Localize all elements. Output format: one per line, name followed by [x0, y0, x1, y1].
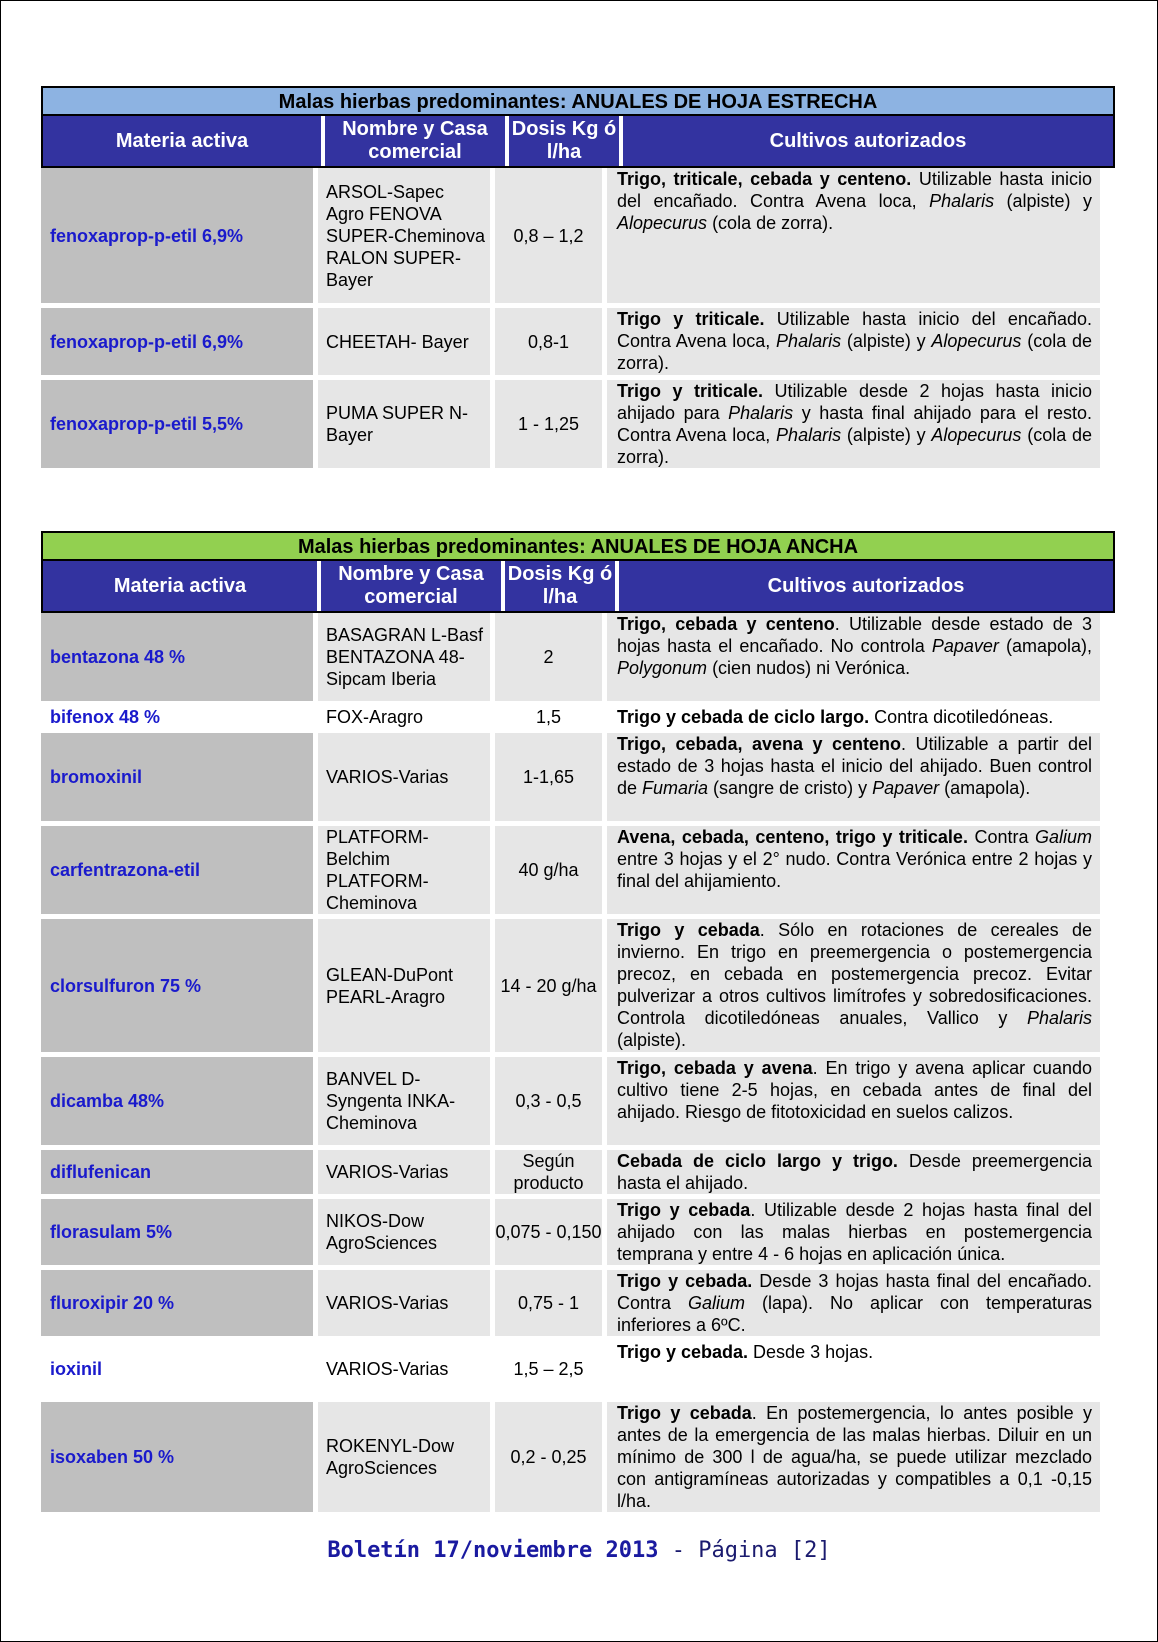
- cultivos-text: . Sólo en rotaciones de cereales de invierno. En trigo en preemergencia o postemergencia precoz, en cebada en postemergencia precoz. Evitar pulverizar a otros cultivos limítrofes y sobredosificaciones. Controla dicotiledóneas anuales, Vallico y Phalaris (alpiste).: [617, 920, 1093, 1050]
- cell-materia: bifenox 48 %: [41, 706, 313, 728]
- cell-cultivos: [607, 380, 1100, 468]
- cell-materia: isoxaben 50 %: [41, 1402, 313, 1512]
- cell-nombre: BANVEL D-Syngenta INKA-Cheminova: [318, 1057, 490, 1145]
- cell-nombre: GLEAN-DuPont PEARL-Aragro: [318, 919, 490, 1052]
- cell-dosis: 0,2 - 0,25: [495, 1402, 602, 1512]
- cultivos-text: Contra dicotiledóneas.: [869, 707, 1054, 727]
- table-row: [41, 1199, 1115, 1265]
- cultivos-bold: Trigo y cebada.: [617, 1342, 749, 1362]
- cell-dosis: 1-1,65: [495, 733, 602, 821]
- cell-cultivos: [607, 706, 1100, 728]
- cell-cultivos: [607, 168, 1100, 303]
- cell-materia: fenoxaprop-p-etil 6,9%: [41, 168, 313, 303]
- cultivos-text: . En postemergencia, lo antes posible y antes de la emergencia de las malas hierbas. Diluir en un mínimo de 300 l de agua/ha, se puede utilizar mezclado con antigramíneas autorizadas y compatibles a 0,1 -0,15 l/ha.: [617, 1403, 1093, 1511]
- cell-cultivos: [607, 1150, 1100, 1194]
- cultivos-bold: Trigo y triticale.: [617, 309, 765, 329]
- cell-dosis: 0,75 - 1: [495, 1270, 602, 1336]
- cell-nombre: PLATFORM-Belchim PLATFORM-Cheminova: [318, 826, 490, 914]
- cell-materia: fluroxipir 20 %: [41, 1270, 313, 1336]
- table-row: [41, 380, 1115, 468]
- header-nombre: Nombre y Casa comercial: [321, 116, 505, 166]
- cell-materia: ioxinil: [41, 1341, 313, 1397]
- cell-materia: clorsulfuron 75 %: [41, 919, 313, 1052]
- table-hoja-ancha: [41, 531, 1115, 1512]
- cultivos-bold: Trigo, cebada, avena y centeno: [617, 734, 902, 754]
- header-materia: Materia activa: [113, 574, 247, 597]
- cultivos-bold: Trigo, cebada y centeno: [617, 614, 835, 634]
- cell-materia: fenoxaprop-p-etil 6,9%: [41, 308, 313, 375]
- cultivos-bold: Trigo y cebada de ciclo largo.: [617, 707, 870, 727]
- cultivos-text: Desde preemergencia hasta el ahijado.: [617, 1151, 1092, 1193]
- footer-page: - Página [2]: [658, 1538, 831, 1563]
- cell-dosis: 2: [495, 613, 602, 701]
- cultivos-text: . Utilizable desde 2 hojas hasta final del ahijado con las malas hierbas en postemergencia temprana y entre 4 - 6 hojas en aplicación única.: [617, 1200, 1092, 1264]
- cultivos-bold: Trigo, triticale, cebada y centeno.: [617, 169, 912, 189]
- table-header: [41, 561, 1115, 613]
- table-banner: Malas hierbas predominantes: ANUALES DE HOJA ESTRECHA: [41, 86, 1115, 116]
- cell-nombre: NIKOS-Dow AgroSciences: [318, 1199, 490, 1265]
- cultivos-text: Utilizable hasta inicio del encañado. Contra Avena loca, Phalaris (alpiste) y Alopecurus (cola de zorra).: [617, 309, 1092, 373]
- cultivos-text: . Utilizable a partir del estado de 3 hojas hasta el inicio del ahijado. Buen control de Fumaria (sangre de cristo) y Papaver (amapola).: [617, 734, 1092, 798]
- table-row: [41, 733, 1115, 821]
- cell-materia: diflufenican: [41, 1150, 313, 1194]
- table-row: [41, 1402, 1115, 1512]
- cell-nombre: VARIOS-Varias: [318, 733, 490, 821]
- table-row: [41, 613, 1115, 701]
- cell-nombre: CHEETAH- Bayer: [318, 308, 490, 375]
- cultivos-text: Desde 3 hojas hasta final del encañado. Contra Galium (lapa). No aplicar con temperaturas inferiores a 6ºC.: [617, 1271, 1093, 1335]
- table-row: [41, 706, 1115, 728]
- cell-nombre: ROKENYL-Dow AgroSciences: [318, 1402, 490, 1512]
- cultivos-text: Contra Galium entre 3 hojas y el 2° nudo. Contra Verónica entre 2 hojas y final del ahijamiento.: [617, 827, 1092, 891]
- header-dosis: Dosis Kg ó l/ha: [505, 116, 619, 166]
- cell-nombre: FOX-Aragro: [318, 706, 490, 728]
- cell-dosis: 0,8 – 1,2: [495, 168, 602, 303]
- cell-cultivos: [607, 826, 1100, 914]
- cultivos-bold: Trigo y cebada: [617, 920, 760, 940]
- cell-dosis: 1 - 1,25: [495, 380, 602, 468]
- table-row: [41, 1270, 1115, 1336]
- cell-materia: florasulam 5%: [41, 1199, 313, 1265]
- cultivos-text: . En trigo y avena aplicar cuando cultivo tiene 2-5 hojas, en cebada antes de final del ahijado. Riesgo de fitotoxicidad en suelos calizos.: [617, 1058, 1092, 1122]
- table-row: [41, 308, 1115, 375]
- table-header: [41, 116, 1115, 168]
- cell-dosis: 14 - 20 g/ha: [495, 919, 602, 1052]
- cultivos-bold: Avena, cebada, centeno, trigo y triticale.: [617, 827, 968, 847]
- cell-cultivos: [607, 1057, 1100, 1145]
- cultivos-text: . Utilizable desde estado de 3 hojas hasta el encañado. No controla Papaver (amapola), Polygonum (cien nudos) ni Verónica.: [617, 614, 1093, 678]
- header-materia: Materia activa: [115, 129, 249, 152]
- cell-materia: dicamba 48%: [41, 1057, 313, 1145]
- cultivos-text: Utilizable desde 2 hojas hasta inicio ahijado para Phalaris y hasta final ahijado para el resto. Contra Avena loca, Phalaris (alpiste) y Alopecurus (cola de zorra).: [617, 381, 1093, 467]
- cell-nombre: VARIOS-Varias: [318, 1270, 490, 1336]
- cell-cultivos: [607, 1199, 1100, 1265]
- header-nombre: Nombre y Casa comercial: [317, 561, 501, 611]
- cell-dosis: 0,075 - 0,150: [495, 1199, 602, 1265]
- header-cultivos: Cultivos autorizados: [619, 116, 1113, 166]
- table-row: [41, 826, 1115, 914]
- cell-nombre: PUMA SUPER N-Bayer: [318, 380, 490, 468]
- table-hoja-estrecha: [41, 86, 1115, 468]
- cell-cultivos: [607, 1341, 1100, 1397]
- cell-nombre: VARIOS-Varias: [318, 1341, 490, 1397]
- table-row: [41, 168, 1115, 303]
- cell-materia: fenoxaprop-p-etil 5,5%: [41, 380, 313, 468]
- cell-cultivos: [607, 308, 1100, 375]
- cultivos-bold: Cebada de ciclo largo y trigo.: [617, 1151, 898, 1171]
- cell-materia: bromoxinil: [41, 733, 313, 821]
- cell-cultivos: [607, 1402, 1100, 1512]
- table-row: [41, 1150, 1115, 1194]
- cell-dosis: 40 g/ha: [495, 826, 602, 914]
- cell-cultivos: [607, 613, 1100, 701]
- table-row: [41, 1341, 1115, 1397]
- table-banner: Malas hierbas predominantes: ANUALES DE HOJA ANCHA: [41, 531, 1115, 561]
- cultivos-bold: Trigo, cebada y avena: [617, 1058, 813, 1078]
- cultivos-bold: Trigo y triticale.: [617, 381, 763, 401]
- header-cultivos: Cultivos autorizados: [615, 561, 1113, 611]
- cultivos-bold: Trigo y cebada: [617, 1403, 752, 1423]
- cultivos-text: Desde 3 hojas.: [748, 1342, 874, 1362]
- cell-dosis: 1,5: [495, 706, 602, 728]
- footer-bulletin: Boletín 17/noviembre 2013: [327, 1538, 659, 1563]
- header-dosis: Dosis Kg ó l/ha: [501, 561, 615, 611]
- cell-materia: bentazona 48 %: [41, 613, 313, 701]
- cell-materia: carfentrazona-etil: [41, 826, 313, 914]
- table-body: [41, 168, 1115, 468]
- cell-nombre: BASAGRAN L-Basf BENTAZONA 48-Sipcam Iberia: [318, 613, 490, 701]
- cell-cultivos: [607, 919, 1100, 1052]
- cultivos-bold: Trigo y cebada.: [617, 1271, 753, 1291]
- table-row: [41, 919, 1115, 1052]
- cell-nombre: ARSOL-Sapec Agro FENOVA SUPER-Cheminova RALON SUPER-Bayer: [318, 168, 490, 303]
- cultivos-text: Utilizable hasta inicio del encañado. Contra Avena loca, Phalaris (alpiste) y Alopecurus (cola de zorra).: [617, 169, 1092, 233]
- table-row: [41, 1057, 1115, 1145]
- page-footer: [0, 1537, 1158, 1563]
- cell-dosis: 0,8-1: [495, 308, 602, 375]
- cell-cultivos: [607, 733, 1100, 821]
- cultivos-bold: Trigo y cebada: [617, 1200, 751, 1220]
- table-body: [41, 613, 1115, 1512]
- cell-dosis: Según producto: [495, 1150, 602, 1194]
- cell-dosis: 1,5 – 2,5: [495, 1341, 602, 1397]
- cell-dosis: 0,3 - 0,5: [495, 1057, 602, 1145]
- cell-cultivos: [607, 1270, 1100, 1336]
- cell-nombre: VARIOS-Varias: [318, 1150, 490, 1194]
